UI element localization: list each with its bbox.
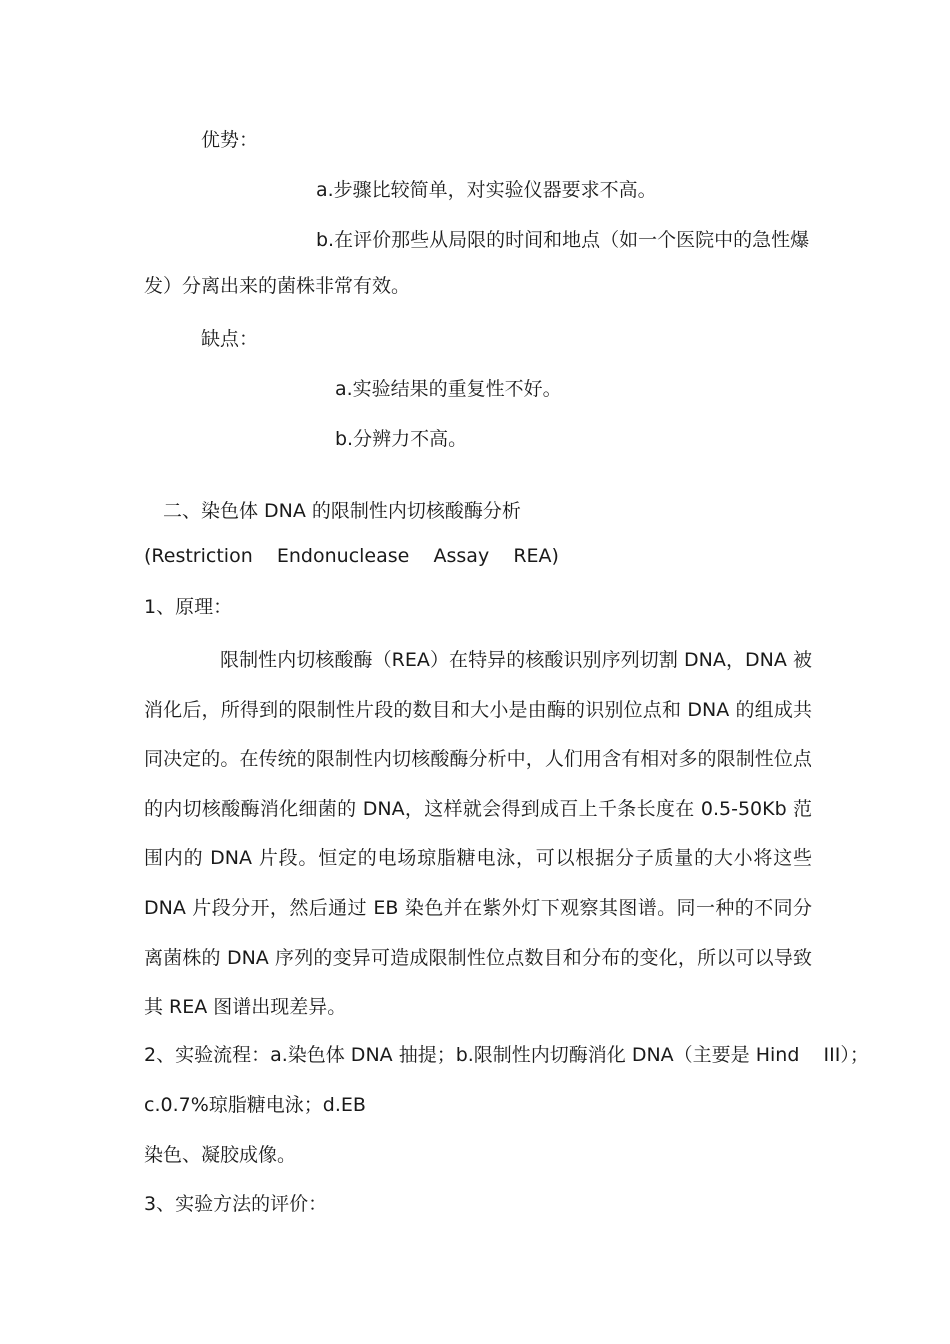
principle-paragraph: 限制性内切核酸酶（REA）在特异的核酸识别序列切割 DNA，DNA 被消化后，所得到的限制性片段的数目和大小是由酶的识别位点和 DNA 的组成共同决定的。在传统的限制性内切核酸酶分析中，人们用含有相对多的限制性位点的内切核酸酶消化细菌的 DNA，这样就会得到成百上千条长度在 0.5-50Kb 范围内的 DNA 片段。恒定的电场琼脂糖电泳，可以根据分子质量的大小将这些 DNA 片段分开，然后通过 EB 染色并在紫外灯下观察其图谱。同一种的不同分离菌株的 DNA 序列的变异可造成限制性位点数目和分布的变化，所以可以导致其 REA 图谱出现差异。 (144, 649, 813, 1019)
section-title: 二、染色体 DNA 的限制性内切核酸酶分析 (163, 500, 521, 522)
experiment-flow-line2: c.0.7%琼脂糖电泳；d.EB (144, 1094, 366, 1116)
advantage-a: a.步骤比较简单，对实验仪器要求不高。 (316, 179, 657, 201)
experiment-flow-line3: 染色、凝胶成像。 (144, 1144, 297, 1166)
advantages-heading: 优势： (201, 129, 259, 151)
evaluation-heading: 3、实验方法的评价： (144, 1193, 328, 1215)
advantage-b-line1: b.在评价那些从局限的时间和地点（如一个医院中的急性爆 (316, 229, 810, 251)
disadvantages-heading: 缺点： (201, 328, 259, 350)
advantage-b-line2: 发）分离出来的菌株非常有效。 (144, 275, 411, 297)
disadvantage-a: a.实验结果的重复性不好。 (335, 378, 562, 400)
section-subtitle: (Restriction Endonuclease Assay REA) (144, 545, 559, 567)
experiment-flow-line1: 2、实验流程：a.染色体 DNA 抽提；b.限制性内切酶消化 DNA（主要是 Hind III）； (144, 1044, 869, 1066)
principle-heading: 1、原理： (144, 596, 233, 618)
disadvantage-b: b.分辨力不高。 (335, 428, 468, 450)
